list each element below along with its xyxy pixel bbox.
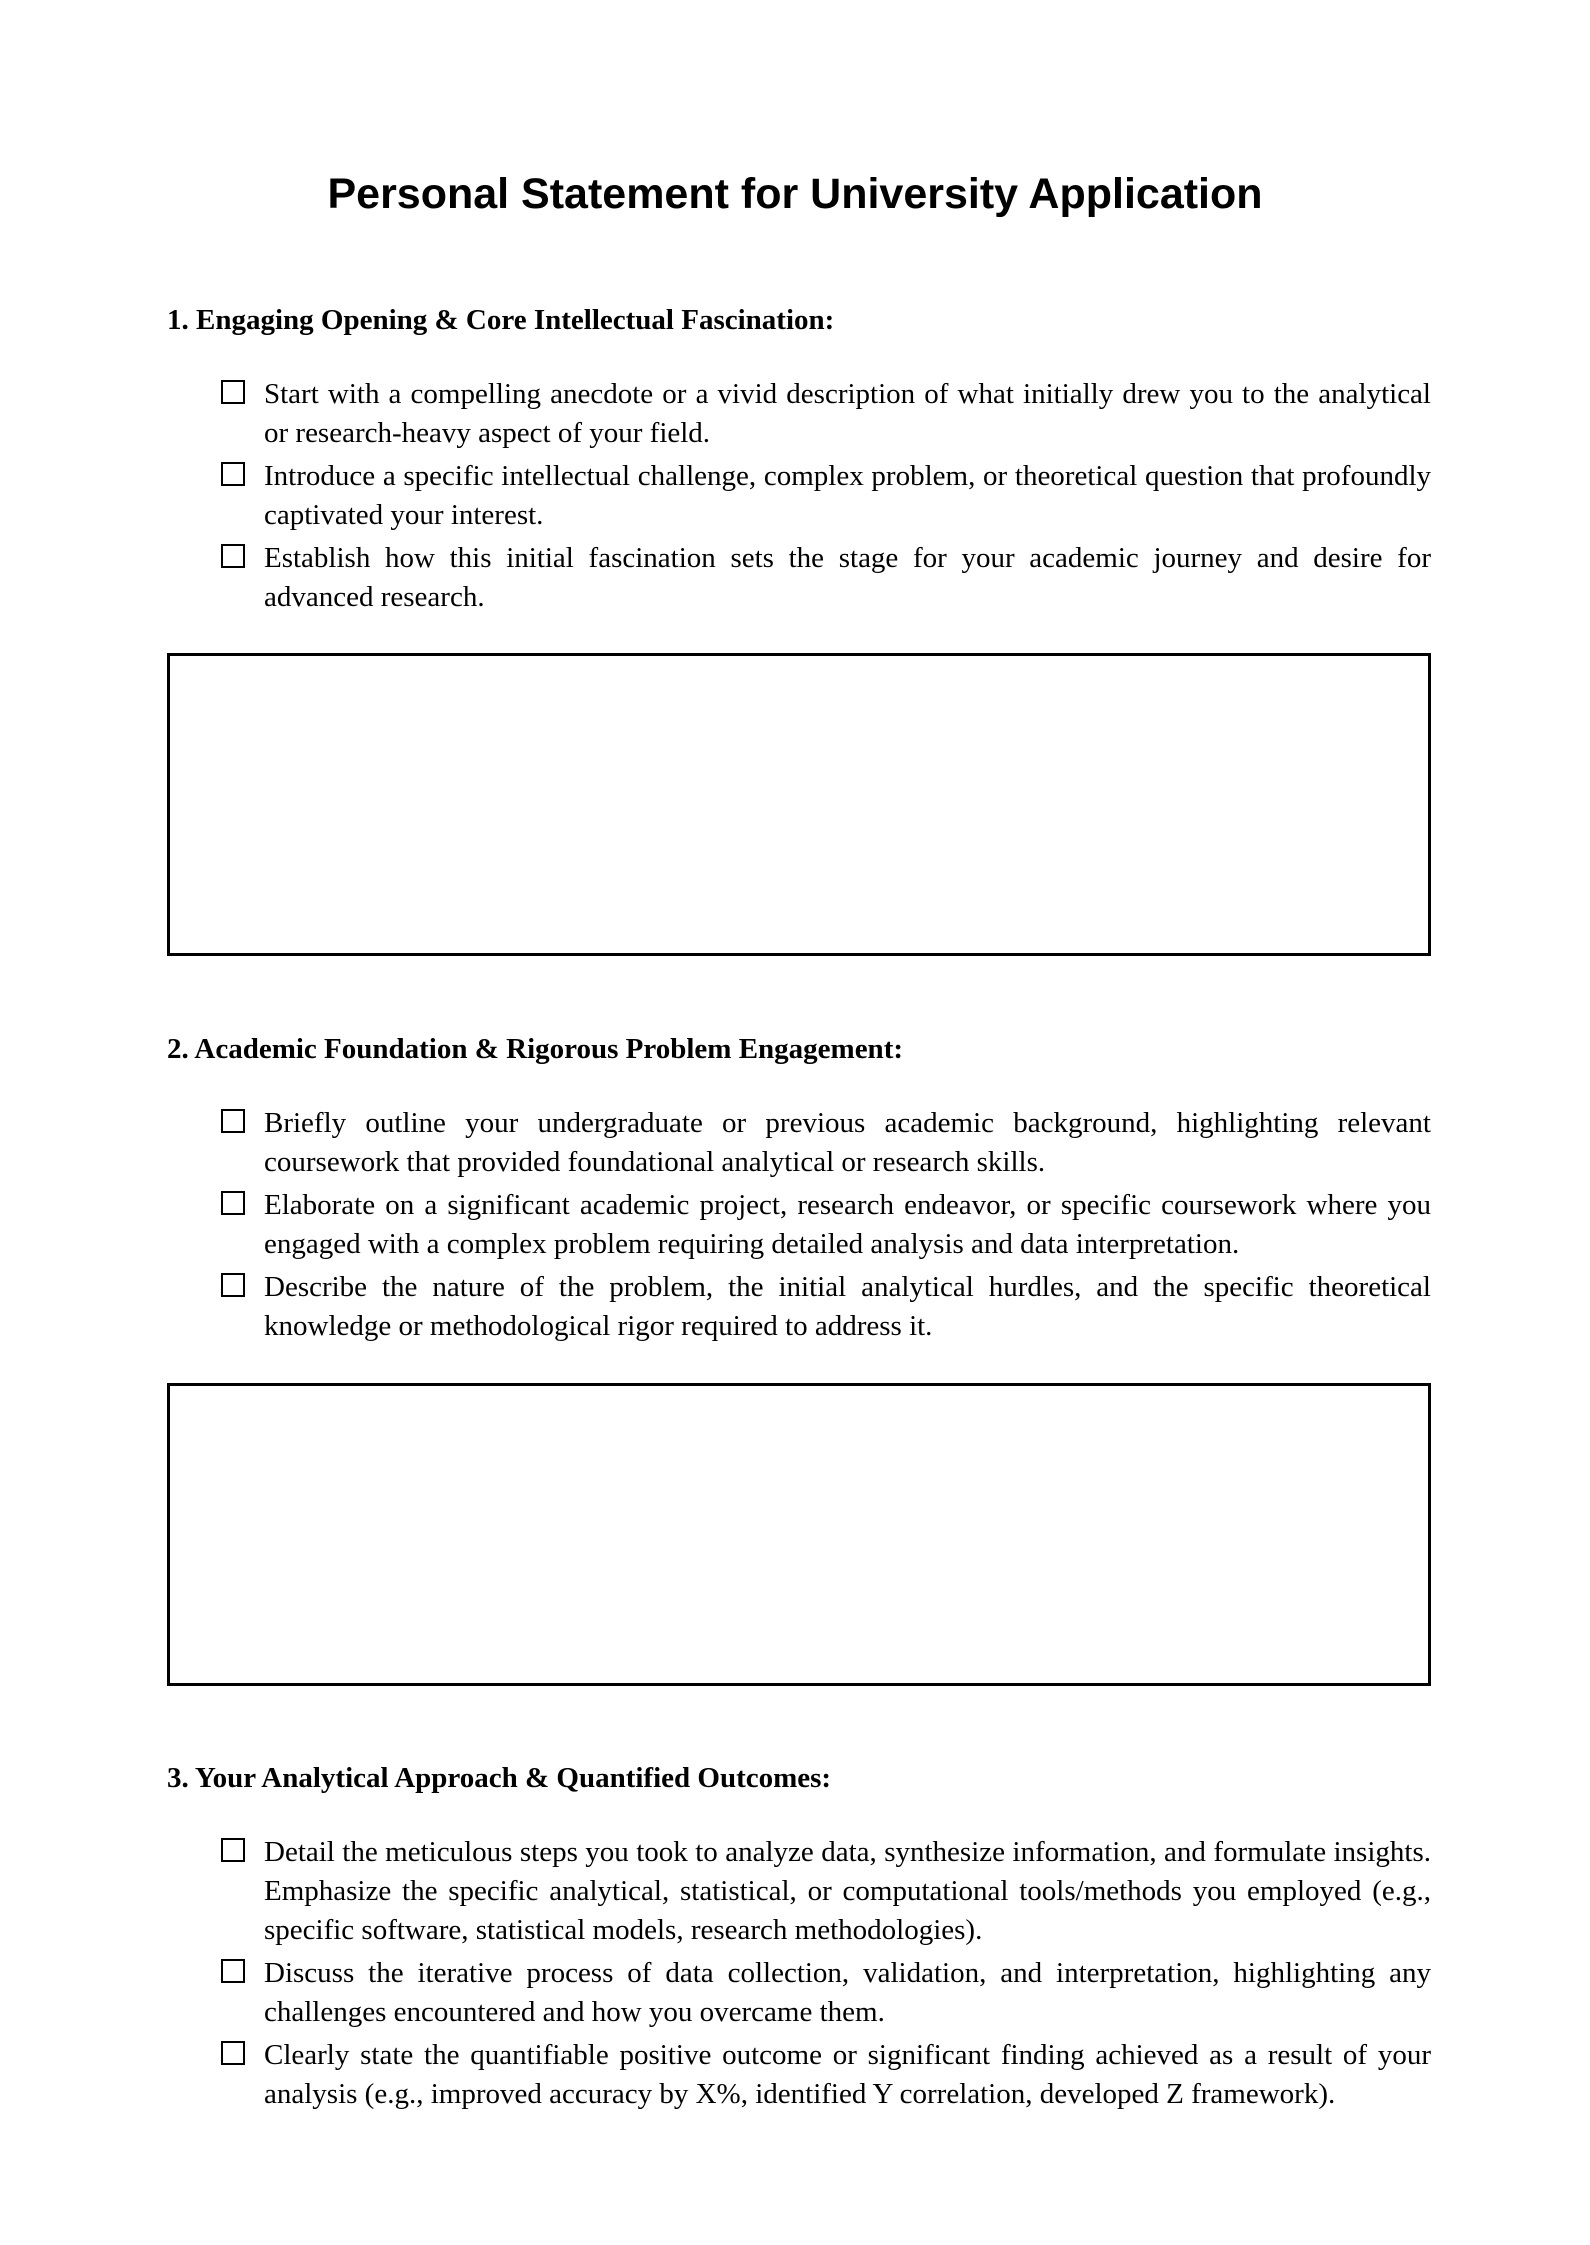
section-academic-foundation: [167, 1029, 1431, 1350]
checkbox[interactable]: [221, 1838, 245, 1862]
answer-box-section-2[interactable]: [167, 1383, 1431, 1686]
checklist-item: [167, 539, 1431, 617]
checklist-item-text: Clearly state the quantifiable positive outcome or significant finding achieved as a result of your analysis (e.g., improved accuracy by X%, identified Y correlation, developed Z framework).: [264, 2039, 1431, 2110]
checklist-item: [167, 1268, 1431, 1346]
checklist-item-text: Elaborate on a significant academic project, research endeavor, or specific coursework where you engaged with a complex problem requiring detailed analysis and data interpretation.: [264, 1189, 1431, 1260]
checklist-item: [167, 457, 1431, 535]
checkbox[interactable]: [221, 1191, 245, 1215]
checklist: [167, 375, 1431, 617]
checklist-item-text: Start with a compelling anecdote or a vivid description of what initially drew you to the analytical or research-heavy aspect of your field.: [264, 378, 1431, 449]
answer-box-section-1[interactable]: [167, 653, 1431, 956]
checklist-item-text: Briefly outline your undergraduate or previous academic background, highlighting relevant coursework that provided foundational analytical or research skills.: [264, 1107, 1431, 1178]
checklist-item: [167, 375, 1431, 453]
checklist-item-text: Detail the meticulous steps you took to analyze data, synthesize information, and formulate insights. Emphasize the specific analytical, statistical, or computational tools/methods you employed (e.g., specific software, statistical models, research methodologies).: [264, 1836, 1431, 1946]
checkbox[interactable]: [221, 1959, 245, 1983]
checklist-item-text: Describe the nature of the problem, the initial analytical hurdles, and the specific theoretical knowledge or methodological rigor required to address it.: [264, 1271, 1431, 1342]
section-heading: 2. Academic Foundation & Rigorous Problem Engagement:: [167, 1033, 904, 1065]
checklist: [167, 1833, 1431, 2114]
section-analytical-approach: [167, 1758, 1431, 2118]
checkbox[interactable]: [221, 462, 245, 486]
checkbox[interactable]: [221, 2041, 245, 2065]
section-engaging-opening: [167, 300, 1431, 621]
checkbox[interactable]: [221, 380, 245, 404]
checkbox[interactable]: [221, 1273, 245, 1297]
section-heading: 1. Engaging Opening & Core Intellectual Fascination:: [167, 304, 835, 336]
checklist-item: [167, 1186, 1431, 1264]
checklist-item: [167, 2036, 1431, 2114]
checklist-item-text: Introduce a specific intellectual challenge, complex problem, or theoretical question that profoundly captivated your interest.: [264, 460, 1431, 531]
checklist: [167, 1104, 1431, 1346]
page-title: Personal Statement for University Application: [327, 170, 1263, 218]
checklist-item: [167, 1104, 1431, 1182]
checkbox[interactable]: [221, 544, 245, 568]
checklist-item-text: Discuss the iterative process of data collection, validation, and interpretation, highlighting any challenges encountered and how you overcame them.: [264, 1957, 1431, 2028]
section-heading: 3. Your Analytical Approach & Quantified Outcomes:: [167, 1762, 832, 1794]
checkbox[interactable]: [221, 1109, 245, 1133]
checklist-item: [167, 1954, 1431, 2032]
checklist-item: [167, 1833, 1431, 1950]
checklist-item-text: Establish how this initial fascination sets the stage for your academic journey and desire for advanced research.: [264, 542, 1431, 613]
